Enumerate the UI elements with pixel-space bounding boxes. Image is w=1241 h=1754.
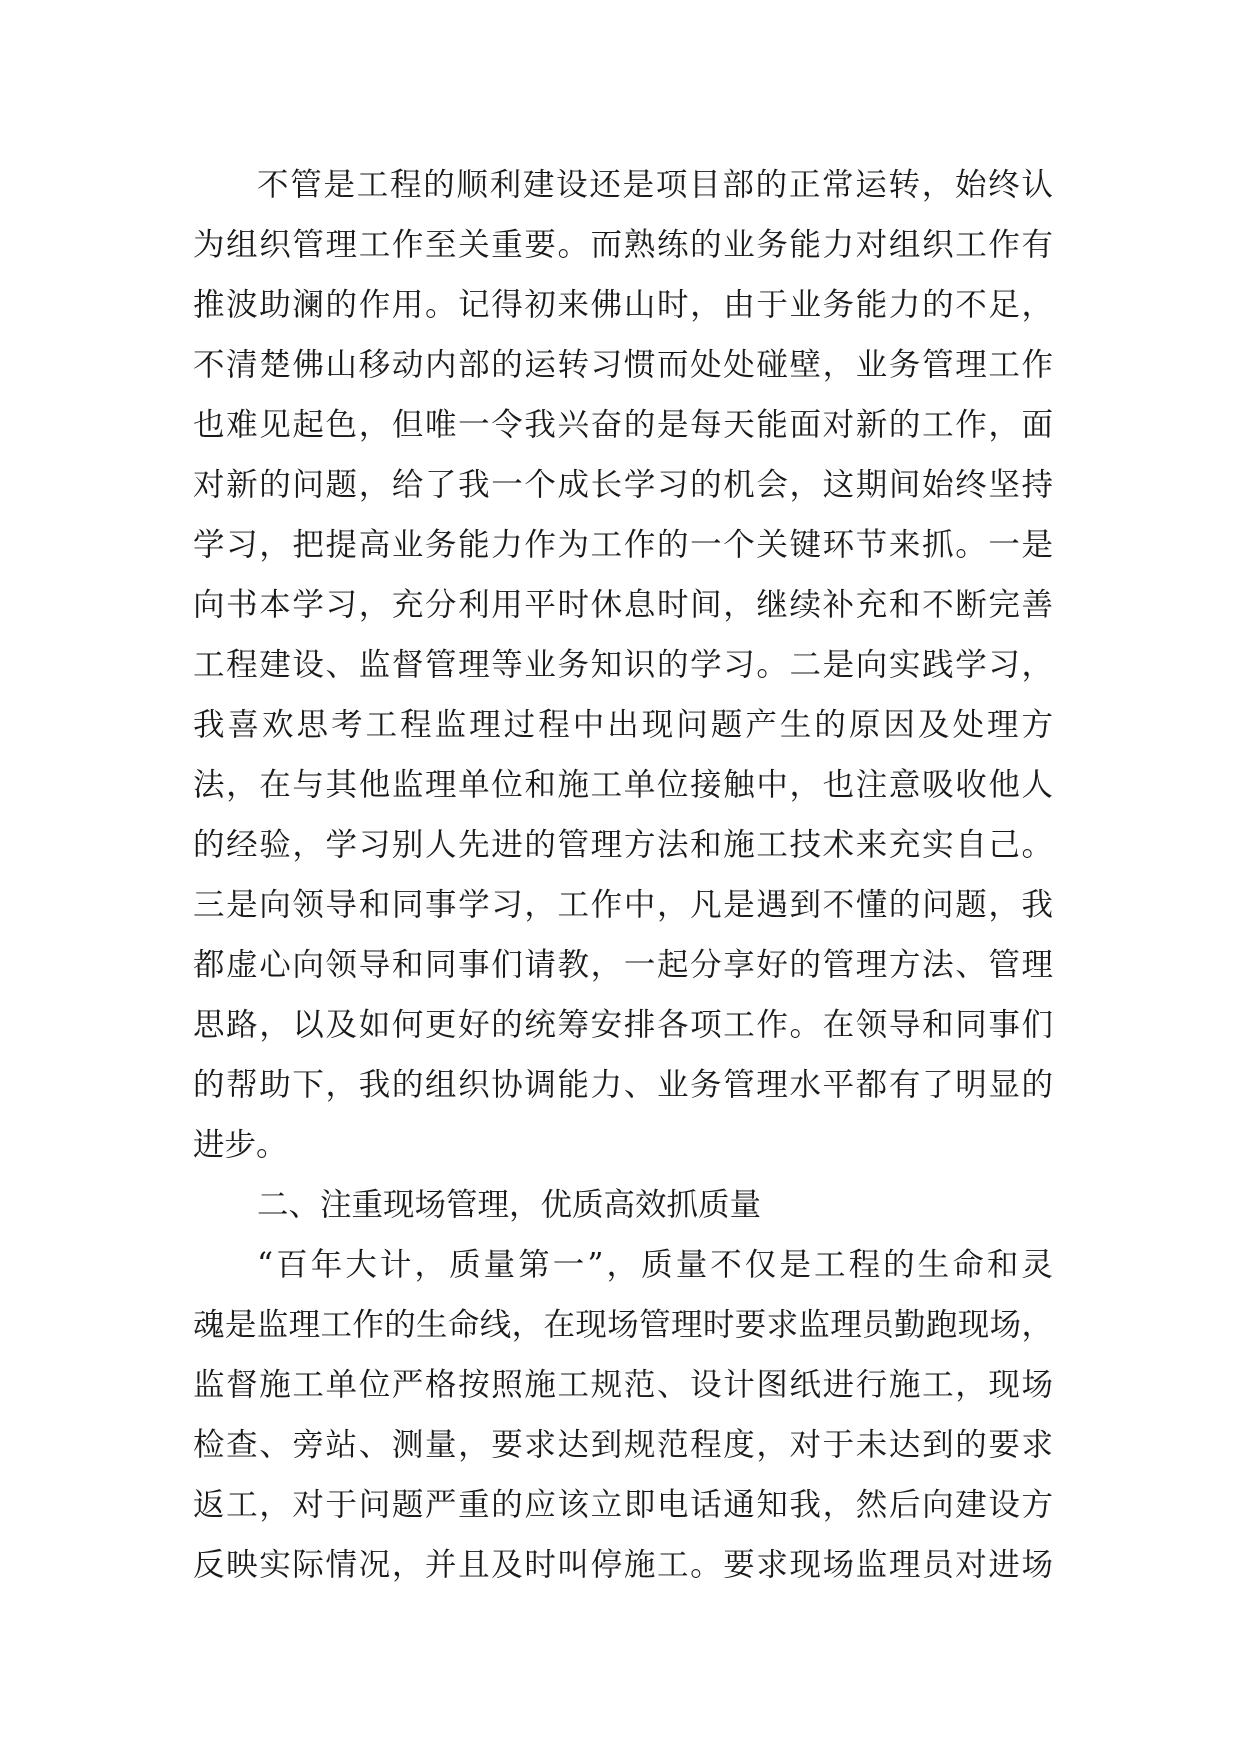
text-line: 学习，把提高业务能力作为工作的一个关键环节来抓。一是 xyxy=(193,527,1053,563)
text-line: 向书本学习，充分利用平时休息时间，继续补充和不断完善 xyxy=(193,587,1053,623)
text-line: 进步。 xyxy=(193,1127,288,1163)
text-line: 工程建设、监督管理等业务知识的学习。二是向实践学习， xyxy=(193,647,1053,683)
text-line: 对新的问题，给了我一个成长学习的机会，这期间始终坚持 xyxy=(193,467,1053,503)
text-line: 不管是工程的顺利建设还是项目部的正常运转，始终认 xyxy=(257,167,1053,203)
text-line: 我喜欢思考工程监理过程中出现问题产生的原因及处理方 xyxy=(193,707,1053,743)
text-line: 思路，以及如何更好的统筹安排各项工作。在领导和同事们 xyxy=(193,1007,1053,1043)
text-line: 推波助澜的作用。记得初来佛山时，由于业务能力的不足， xyxy=(193,287,1053,323)
text-line: 也难见起色，但唯一令我兴奋的是每天能面对新的工作，面 xyxy=(193,407,1053,443)
text-line: 魂是监理工作的生命线，在现场管理时要求监理员勤跑现场， xyxy=(193,1307,1053,1343)
text-line: 监督施工单位严格按照施工规范、设计图纸进行施工，现场 xyxy=(193,1367,1053,1403)
paragraph-quality-management xyxy=(193,1235,1053,1595)
text-line: 的帮助下，我的组织协调能力、业务管理水平都有了明显的 xyxy=(193,1067,1053,1103)
text-line: 法，在与其他监理单位和施工单位接触中，也注意吸收他人 xyxy=(193,767,1053,803)
text-line: 的经验，学习别人先进的管理方法和施工技术来充实自己。 xyxy=(193,827,1053,863)
document-body xyxy=(193,155,1053,1595)
text-line: “百年大计，质量第一”，质量不仅是工程的生命和灵 xyxy=(257,1247,1053,1283)
text-line: 检查、旁站、测量，要求达到规范程度，对于未达到的要求 xyxy=(193,1427,1053,1463)
text-line: 反映实际情况，并且及时叫停施工。要求现场监理员对进场 xyxy=(193,1547,1053,1583)
text-line: 三是向领导和同事学习，工作中，凡是遇到不懂的问题，我 xyxy=(193,887,1053,923)
text-line: 不清楚佛山移动内部的运转习惯而处处碰壁，业务管理工作 xyxy=(193,347,1053,383)
text-line: 为组织管理工作至关重要。而熟练的业务能力对组织工作有 xyxy=(193,227,1053,263)
section-heading: 二、注重现场管理，优质高效抓质量 xyxy=(257,1187,762,1223)
paragraph-organization-management xyxy=(193,155,1053,1175)
text-line: 都虚心向领导和同事们请教，一起分享好的管理方法、管理 xyxy=(193,947,1053,983)
text-line: 返工，对于问题严重的应该立即电话通知我，然后向建设方 xyxy=(193,1487,1053,1523)
